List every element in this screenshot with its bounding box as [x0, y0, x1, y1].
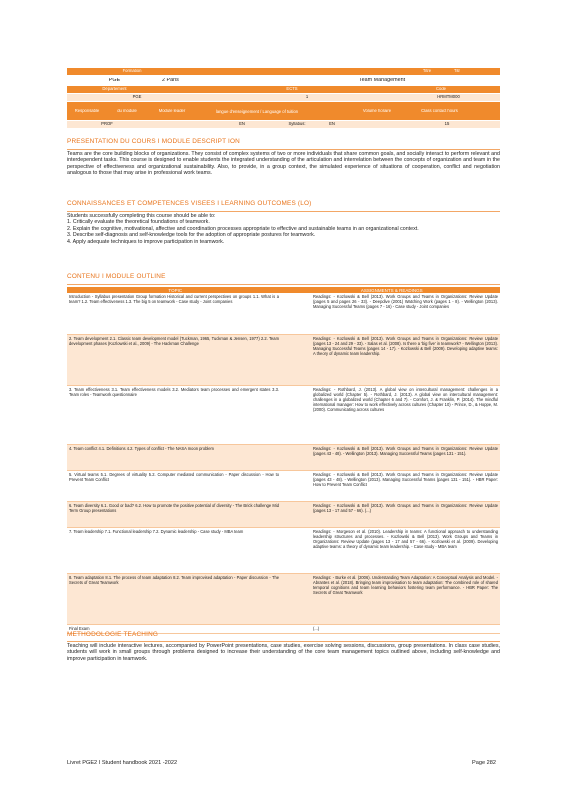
teaching-text: Teaching will include interactive lectures, accompanied by PowerPoint presentations, case studies, exercise solving sessions, discussions, group presentations. In class case studies, students will work in small groups through problems designed to increase their understanding of the core team management topics outlined above, including self-knowledge and improve participation in teamwork. — [67, 643, 500, 662]
outcome-item: 1. Critically evaluate the theoretical foundations of teamwork. — [67, 219, 210, 226]
teaching-heading: METHODOLOGIE TEACHING — [67, 631, 159, 638]
ects-value: 1 — [305, 95, 309, 100]
topic-cell: 2. Team development 2.1. Classic team development model (Tuckman, 1965, Tuckman & Jensen, 1977) 2.2. Team development phases (Kozlowski et al., 2009) - The Hackman Challenge — [69, 336, 279, 346]
code-value: HRMTM000 — [437, 95, 460, 100]
module-label: du module — [117, 108, 137, 113]
reading-cell: Readings: - Kozlowski & Bell (2013). Work Groups and Teams in Organizations: Review Update (pages 43 - 48). - Wellington (2013). Managing Successful Teams (pages 131 - 151). — [313, 446, 498, 456]
language-value: EN — [239, 122, 245, 127]
syllabus-value: EN — [329, 122, 335, 127]
outcomes-intro: Students successfully completing this course should be able to: — [67, 213, 216, 219]
department-value: PGE — [132, 95, 142, 100]
table-row — [67, 293, 500, 335]
title-label: Titre — [422, 69, 432, 74]
header-row-module-labels — [67, 102, 500, 120]
module-leader-label: Module leader — [158, 108, 186, 113]
formation-label: Formation — [122, 69, 142, 74]
outline-section-bar — [67, 273, 500, 285]
contact-hours-label: Class contact hours — [421, 108, 458, 113]
topic-cell: 3. Team effectiveness 3.1. Team effectiveness models 3.2. Mediators team processes and emergent states 3.3. Team roles - Teamwork questionnaire — [69, 387, 279, 397]
outcomes-section-bar — [67, 200, 500, 212]
topic-cell: 5. Virtual teams 5.1. Degrees of virtuality 5.2. Computer mediated communication - Paper discussion - How to Prevent Team Conflict — [69, 472, 279, 482]
table-row — [67, 574, 500, 625]
header-row-program — [67, 77, 500, 85]
outcome-item: 4. Apply adequate techniques to improve participation in teamwork. — [67, 238, 225, 245]
syllabus-label: Syllabus: — [288, 122, 306, 127]
department-label: Département — [102, 87, 127, 92]
code-label: Code — [435, 87, 446, 92]
reading-cell: Readings: - Kozlowski & Bell (2013). Work Groups and Teams in Organizations: Review Update (pages 13 - 24 and 29 - 33). - Salas et al. (2008). Is there a 'big five' in teamwork? - Wellington (2013). Managing Successful Teams (pages 14 - 17). - Kozlowski & Bell (2009). Developing adaptive teams: A theory of dynamic team leadership. — [313, 336, 498, 356]
topic-cell: 8. Team adaptation 8.1. The process of team adaptation 8.2. Team improvised adaptation - Paper discussion - The Secrets of Great Teamwork — [69, 575, 279, 585]
footer-handbook-label: Livret PGE2 I Student handbook 2021 -2022 — [67, 760, 178, 766]
header-row-module-values — [67, 121, 500, 128]
reading-cell: Readings: - Kozlowski & Bell (2013). Work Groups and Teams in Organizations: Review Update (pages 13 - 17 and 57 - 66). (...) — [313, 503, 498, 513]
topic-cell: 6. Team diversity 6.1. Good or bad? 6.2. How to promote the positive potential of diversity - The Brick challenge Mid Term Group presentations — [69, 503, 279, 513]
header-row-formation — [67, 68, 500, 75]
table-row — [67, 445, 500, 471]
outline-table — [67, 287, 500, 634]
topic-cell: 4. Team conflict 4.1. Definitions 4.2. Types of conflict - The NASA moon problem — [69, 446, 214, 451]
responsible-label: Responsable — [74, 108, 100, 113]
table-row — [67, 528, 500, 574]
topic-cell: 7. Team leadership 7.1. Functional leadership 7.2. Dynamic leadership - Case study - MBA team — [69, 529, 244, 534]
program-year-site: 2 Paris — [162, 78, 179, 84]
language-label: langue d'enseignement / Language of tuition — [215, 108, 299, 114]
header-row-dept-labels — [67, 86, 500, 93]
reading-cell: Readings: - Kozlowski & Bell (2013). Work Groups and Teams in Organizations: Review Update (pages 5 and pages 26 - 33). - Deepdive (2001) Watching Work (pages 1 - 8). - Wellington (2013). Managing Successful Teams (pages 7 - 16) - Case study - Joint companies — [313, 294, 498, 309]
reading-cell: Readings: - Kozlowski & Bell (2013). Work Groups and Teams in Organizations: Review Update (pages 43 - 48). - Wellington (2013). Managing Successful Teams (pages 131 - 151). - HBR Paper: How to Prevent Team Conflict — [313, 472, 498, 487]
ects-label: ECTS — [286, 87, 298, 92]
assignments-column-header: ASSIGNMENTS & READINGS — [360, 287, 423, 293]
outcome-item: 3. Describe self-diagnosis and self-knowledge tools for the adoption of appropriate postures for teamwork. — [67, 232, 316, 239]
reading-cell: (...) — [313, 626, 320, 631]
presentation-heading: PRESENTATION DU COURS I MODULE DESCRIPT ION — [67, 138, 240, 145]
topic-column-header: TOPIC — [168, 287, 183, 293]
topic-cell: Introduction - Syllabus presentation Group formation Historical and current perspectives on groups 1.1. What is a team? 1.2. Team effectiveness 1.3. The big 5 on teamwork - Case study - Joint companies — [69, 294, 279, 304]
outcomes-heading: CONNAISSANCES ET COMPETENCES VISEES I LEARNING OUTCOMES (LO) — [67, 200, 312, 207]
reading-cell: Readings: - Rothbard, J. (2013). A global view on intercultural management: challenges in a globalized world (Chapter 5). - Rothbard, J. (2013). A global view on intercultural management: challenges in a globalized world (Chapter 6 and 7). - Comfort, J. & Franklin, P. (2014). The mindful international manager: How to work effectively across cultures (Chapter 10) - Prince, D., & Hoppe, M. (2000). Communicating across cultures — [313, 387, 498, 412]
reading-cell: Readings: - Morgeson et al. (2010). Leadership in teams: A functional approach to understanding leadership structures and processes. - Kozlowski & Bell (2013). Work Groups and Teams in Organizations: Review Update (pages 13 - 17 and 57 - 66). - Kozlowski et al. (2009). Developing adaptive teams: a theory of dynamic team leadership. - Case study - MBA team — [313, 529, 498, 549]
table-row — [67, 386, 500, 445]
title-value: Titr — [454, 69, 460, 74]
header-row-dept-values — [67, 94, 500, 101]
topic-cell: Final Exam — [69, 626, 90, 631]
table-row — [67, 502, 500, 528]
presentation-section-bar — [67, 138, 500, 150]
outline-heading: CONTENU I MODULE OUTLINE — [67, 273, 166, 280]
teaching-section-bar — [67, 631, 500, 642]
hours-value: 15 — [444, 122, 450, 127]
outcome-item: 2. Explain the cognitive, motivational, affective and coordination processes appropriate to effective and sustainable teams in an organizational context. — [67, 225, 419, 232]
course-title: Team Management — [358, 78, 406, 84]
table-row — [67, 471, 500, 502]
presentation-text: Teams are the core building blocks of organizations. They consist of complex systems of two or more individuals that share common goals, and socially interact to perform relevant and interdependent tasks. This course is designed to enable students the integrated understanding of the articulation and interrelation between the concepts of organization and team in the perspective of effectiveness and organizational sustainability. Also, to provide, in a group context, the simulated experience of situations of cooperation, conflict and negotiation analogous to those that may arise in professional work teams. — [67, 151, 500, 177]
outcomes-list — [67, 213, 500, 245]
responsible-value: PROF — [101, 122, 113, 127]
volume-label: Volume horaire — [362, 108, 392, 113]
program-name: PGE — [108, 78, 121, 84]
reading-cell: Readings: - Burke et al. (2006). Understanding Team Adaptation: A Conceptual Analysis and Model. - Abrantes et al. (2018). Bringing team improvisation to team adaptation: The combined role of shared temporal cognitions and team learning behaviors fostering team performance. - HBR Paper: The Secrets of Great Teamwork — [313, 575, 498, 595]
table-row — [67, 335, 500, 386]
footer-page-number: Page 282 — [472, 760, 496, 766]
